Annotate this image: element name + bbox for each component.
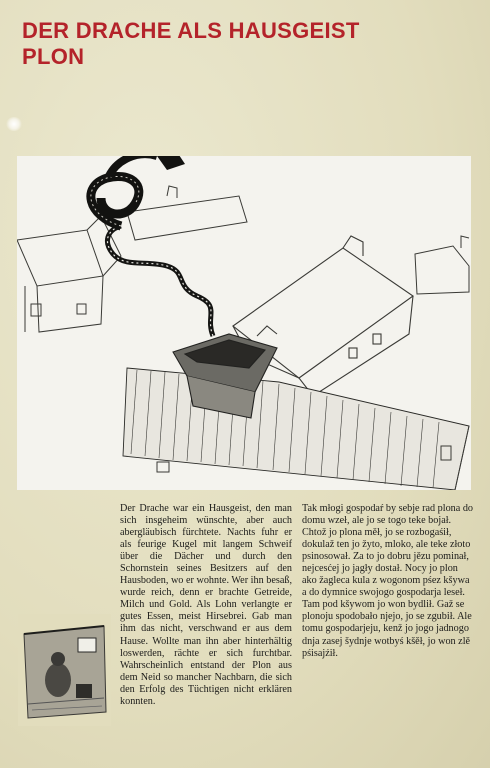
household-vignette — [18, 614, 111, 726]
lower-sorbian-text: Tak młogi gospodaŕ by sebje rad plona do domu wzeł, ale jo se togo teke bojał. Chtož jo plona měł, jo se rozbogaśił, dokulaž ten jo žyto, mloko, ale teke złoto psinosował. Za to jo dobru jězu pominał, nejcesćej jo jagły dostał. Nocy jo plon ako žagleca kula z wogonom pśez kšywa a do dymnice swojogo gospodarja leseł. Tam pod kšywom jo won bydlił. Gaž se plonoju spodobało njejo, jo se zgubił. Ale tomu gospodarjeju, kenž jo jogo jadnogo dnja zasej šydnje wotbyś kšěł, jo won zlě pśisajźił. — [302, 503, 474, 659]
light-reflection — [6, 117, 22, 131]
title-line-1: DER DRACHE ALS HAUSGEIST — [22, 18, 360, 43]
german-text: Der Drache war ein Hausgeist, den man sich insgeheim wünschte, aber auch abergläubisch fürchtete. Nachts fuhr er als feurige Kugel mit langem Schweif über die Dächer und durch den Schornstein seines Besitzers auf den Hausboden, wo er wohnte. Wer ihn besaß, wurde reich, denn er brachte Getreide, Milch und Gold. Als Lohn verlangte er gutes Essen, meist Hirsebrei. Gab man ihm das nicht, verschwand er aus dem Hause. Wollte man ihn aber hinterhältig loswerden, rächte er sich furchtbar. Wahrscheinlich entstand der Plon aus dem Neid so mancher Nachbarn, die sich den Erfolg des Tüchtigen nicht erklären konnten. — [120, 503, 292, 707]
dragon-illustration — [17, 156, 471, 490]
title-line-2: PLON — [22, 44, 85, 69]
panel-title — [22, 18, 462, 70]
